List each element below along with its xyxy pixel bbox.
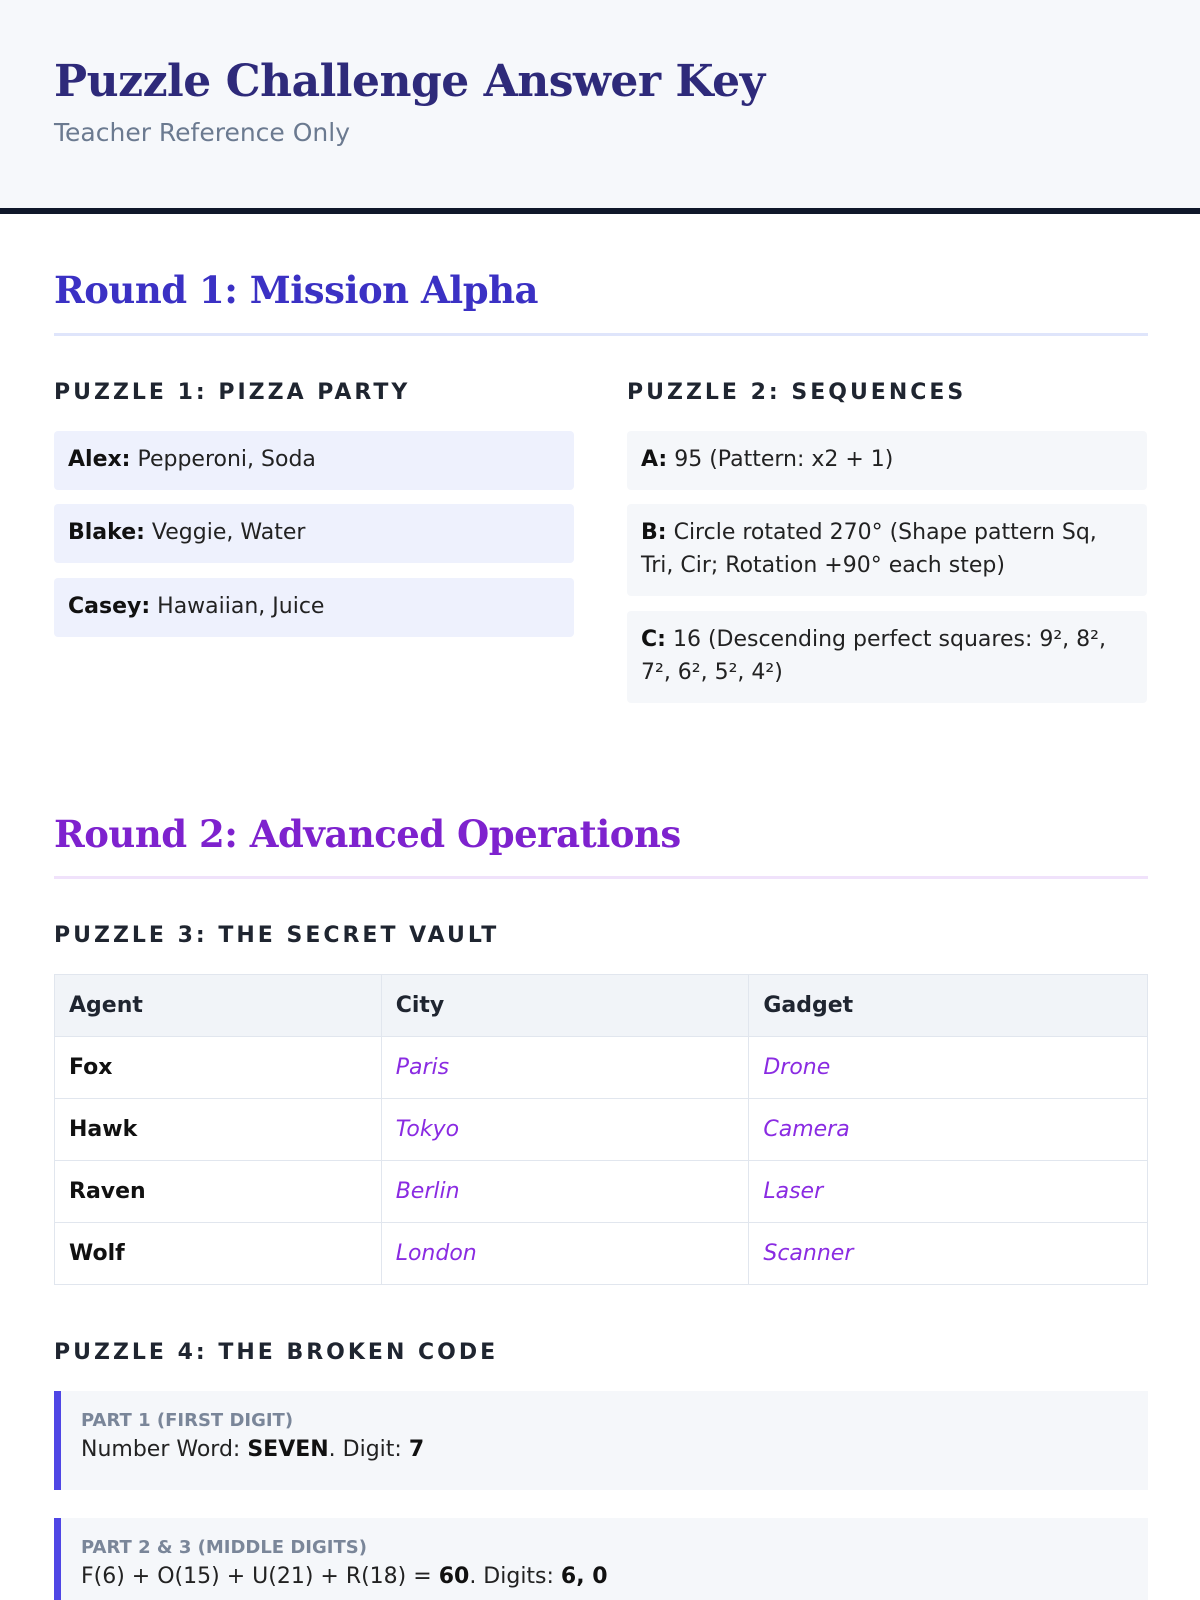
code-text-prefix: Number Word: xyxy=(81,1437,248,1462)
code-part-label: PART 1 (FIRST DIGIT) xyxy=(81,1410,294,1431)
puzzle-1-answer-blake xyxy=(54,504,574,563)
table-row xyxy=(55,1223,1148,1285)
table-row xyxy=(55,1037,1148,1099)
gadget-cell: Drone xyxy=(749,1037,1148,1099)
puzzle-3-title: PUZZLE 3: THE SECRET VAULT xyxy=(54,923,500,948)
agent-cell: Wolf xyxy=(55,1223,382,1285)
code-answer-sum: 60 xyxy=(438,1564,470,1589)
code-answer-digits: 6, 0 xyxy=(560,1564,608,1589)
city-cell: London xyxy=(381,1223,749,1285)
answer-text: 95 (Pattern: x2 + 1) xyxy=(674,447,894,472)
table-row xyxy=(55,1099,1148,1161)
gadget-cell: Laser xyxy=(749,1161,1148,1223)
code-part-text xyxy=(81,1560,1126,1594)
gadget-cell: Scanner xyxy=(749,1223,1148,1285)
puzzle-2-answer-c xyxy=(627,611,1147,703)
answer-name: A: xyxy=(641,447,668,472)
puzzle-1-title: PUZZLE 1: PIZZA PARTY xyxy=(54,380,411,405)
code-part-text xyxy=(81,1433,1126,1467)
code-text-middle: . Digits: xyxy=(469,1564,561,1589)
puzzle-4-title: PUZZLE 4: THE BROKEN CODE xyxy=(54,1340,499,1365)
code-part-label: PART 2 & 3 (MIDDLE DIGITS) xyxy=(81,1537,367,1558)
code-answer-digit: 7 xyxy=(408,1437,425,1462)
answer-name: C: xyxy=(641,627,666,652)
city-cell: Tokyo xyxy=(381,1099,749,1161)
table-row xyxy=(55,1161,1148,1223)
city-cell: Paris xyxy=(381,1037,749,1099)
answer-text: 16 (Descending perfect squares: 9², 8², 7², 6², 5², 4²) xyxy=(641,627,1106,685)
city-cell: Berlin xyxy=(381,1161,749,1223)
puzzle-2-answer-b xyxy=(627,504,1147,596)
column-header: Gadget xyxy=(749,975,1148,1037)
table-header-row xyxy=(55,975,1148,1037)
puzzle-2-answer-a xyxy=(627,431,1147,490)
round-2-title: Round 2: Advanced Operations xyxy=(54,812,681,856)
agent-cell: Hawk xyxy=(55,1099,382,1161)
code-part-2-3 xyxy=(54,1518,1148,1600)
round-1-divider xyxy=(54,333,1148,336)
agent-cell: Raven xyxy=(55,1161,382,1223)
page-title: Puzzle Challenge Answer Key xyxy=(54,56,765,107)
answer-text: Veggie, Water xyxy=(151,520,306,545)
column-header: Agent xyxy=(55,975,382,1037)
answer-name: Casey: xyxy=(68,594,151,619)
puzzle-1-answer-casey xyxy=(54,578,574,637)
page-subtitle: Teacher Reference Only xyxy=(54,118,351,147)
puzzle-2-title: PUZZLE 2: SEQUENCES xyxy=(627,380,967,405)
agent-cell: Fox xyxy=(55,1037,382,1099)
code-answer-word: SEVEN xyxy=(247,1437,329,1462)
code-text-middle: . Digit: xyxy=(328,1437,409,1462)
round-2-divider xyxy=(54,876,1148,879)
answer-text: Hawaiian, Juice xyxy=(157,594,325,619)
column-header: City xyxy=(381,975,749,1037)
secret-vault-table xyxy=(54,974,1148,1285)
answer-name: B: xyxy=(641,520,667,545)
answer-text: Pepperoni, Soda xyxy=(137,447,316,472)
answer-text: Circle rotated 270° (Shape pattern Sq, Tri, Cir; Rotation +90° each step) xyxy=(641,520,1097,578)
gadget-cell: Camera xyxy=(749,1099,1148,1161)
code-text-prefix: F(6) + O(15) + U(21) + R(18) = xyxy=(81,1564,439,1589)
code-part-1 xyxy=(54,1391,1148,1490)
round-1-title: Round 1: Mission Alpha xyxy=(54,268,538,312)
puzzle-1-answer-alex xyxy=(54,431,574,490)
answer-name: Blake: xyxy=(68,520,145,545)
page-header xyxy=(0,0,1200,214)
answer-name: Alex: xyxy=(68,447,131,472)
